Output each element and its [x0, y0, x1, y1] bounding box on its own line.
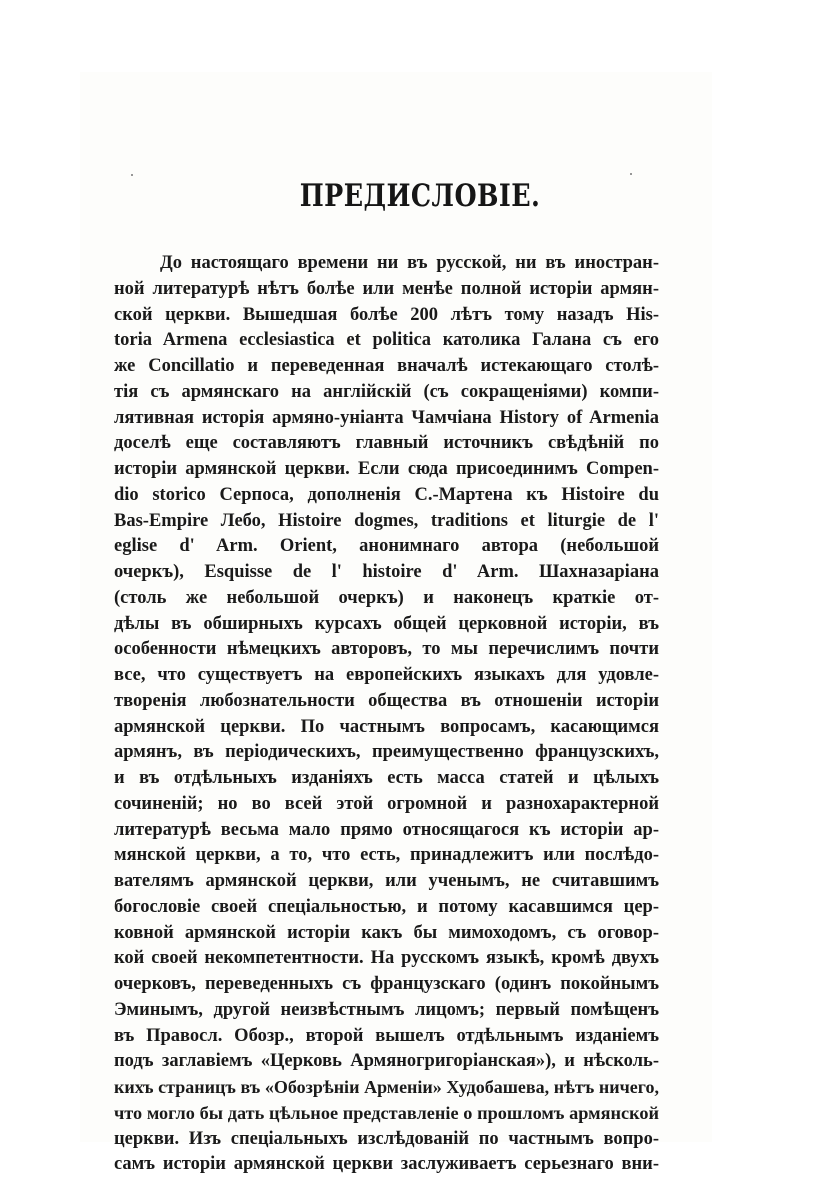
text-line: ской церкви. Вышедшая болѣе 200 лѣтъ тому назадъ His-: [114, 304, 659, 325]
text-line: армянской церкви. По частнымъ вопросамъ, касающимся: [114, 716, 659, 737]
text-line: toria Armena ecclesiastica et politica католика Галана съ его: [114, 330, 659, 351]
text-line: ковной армянской исторiи какъ бы мимоходомъ, съ оговор-: [114, 922, 659, 943]
text-line: сочиненiй; но во всей этой огромной и разнохарактерной: [114, 793, 659, 814]
text-line: кой своей некомпетентности. На русскомъ языкѣ, кромѣ двухъ: [114, 948, 659, 969]
text-line: кихъ страницъ въ «Обозрѣнiи Арменiи» Худобашева, нѣтъ ничего,: [114, 1077, 659, 1097]
text-line: въ Правосл. Обозр., второй вышелъ отдѣльнымъ изданiемъ: [114, 1025, 659, 1046]
text-line: мянской церкви, а то, что есть, принадлежитъ или послѣдо-: [114, 845, 659, 866]
body-text: [114, 251, 659, 1178]
text-line: что могло бы дать цѣльное представленiе о прошломъ армянской: [114, 1102, 659, 1123]
print-speck: [131, 174, 133, 176]
text-line: самъ исторiи армянской церкви заслуживаетъ серьезнаго вни-: [114, 1154, 659, 1175]
text-line: Эминымъ, другой неизвѣстнымъ лицомъ; первый помѣщенъ: [114, 999, 659, 1020]
text-line: армянъ, въ перiодическихъ, преимущественно французскихъ,: [114, 742, 659, 763]
text-line: ной литературѣ нѣтъ болѣе или менѣе полной исторiи армян-: [114, 278, 659, 299]
text-line: творенiя любознательности общества въ отношенiи исторiи: [114, 690, 659, 711]
text-line: церкви. Изъ спецiальныхъ изслѣдованiй по частнымъ вопро-: [114, 1128, 659, 1149]
text-line: подъ заглавiемъ «Церковь Армяногригорiанская»), и нѣсколь-: [114, 1051, 659, 1072]
page-title: ПРЕДИСЛОВIЕ.: [299, 178, 541, 214]
print-speck: [630, 173, 632, 175]
text-line: исторiи армянской церкви. Если сюда присоединимъ Compen-: [114, 459, 659, 479]
text-line: тiя съ армянскаго на англiйскiй (съ сокращенiями) компи-: [114, 381, 659, 402]
text-line: все, что существуетъ на европейскихъ языкахъ для удовле-: [114, 665, 659, 685]
text-line: дѣлы въ обширныхъ курсахъ общей церковной исторiи, въ: [114, 613, 659, 634]
text-line: очеркъ), Esquisse de l' histoire d' Arm. Шахназарiана: [114, 562, 659, 582]
text-line: dio storico Серпоса, дополненiя С.-Мартена къ Histoire du: [114, 484, 659, 505]
text-line: же Concillatio и переведенная вначалѣ истекающаго столѣ-: [114, 356, 659, 376]
text-line: До настоящаго времени ни въ русской, ни въ иностран-: [160, 253, 659, 273]
text-line: богословiе своей спецiальностью, и потому касавшимся цер-: [114, 896, 659, 917]
text-line: (столь же небольшой очеркъ) и наконецъ краткiе от-: [114, 587, 659, 608]
text-line: лятивная исторiя армяно-унiанта Чамчiана History of Armenia: [114, 407, 659, 428]
text-line: особенности нѣмецкихъ авторовъ, то мы перечислимъ почти: [114, 639, 659, 660]
text-line: доселѣ еще составляютъ главный источникъ свѣдѣнiй по: [114, 433, 659, 454]
text-line: и въ отдѣльныхъ изданiяхъ есть масса статей и цѣлыхъ: [114, 768, 659, 788]
text-line: eglise d' Arm. Orient, анонимнаго автора (небольшой: [114, 536, 659, 557]
text-line: Bas-Empire Лебо, Histoire dogmes, traditions et liturgie de l': [114, 510, 659, 531]
text-line: литературѣ весьма мало прямо относящагося къ исторiи ар-: [114, 819, 659, 840]
text-line: очерковъ, переведенныхъ съ французскаго (одинъ покойнымъ: [114, 974, 659, 994]
text-line: вателямъ армянской церкви, или ученымъ, не считавшимъ: [114, 871, 659, 891]
